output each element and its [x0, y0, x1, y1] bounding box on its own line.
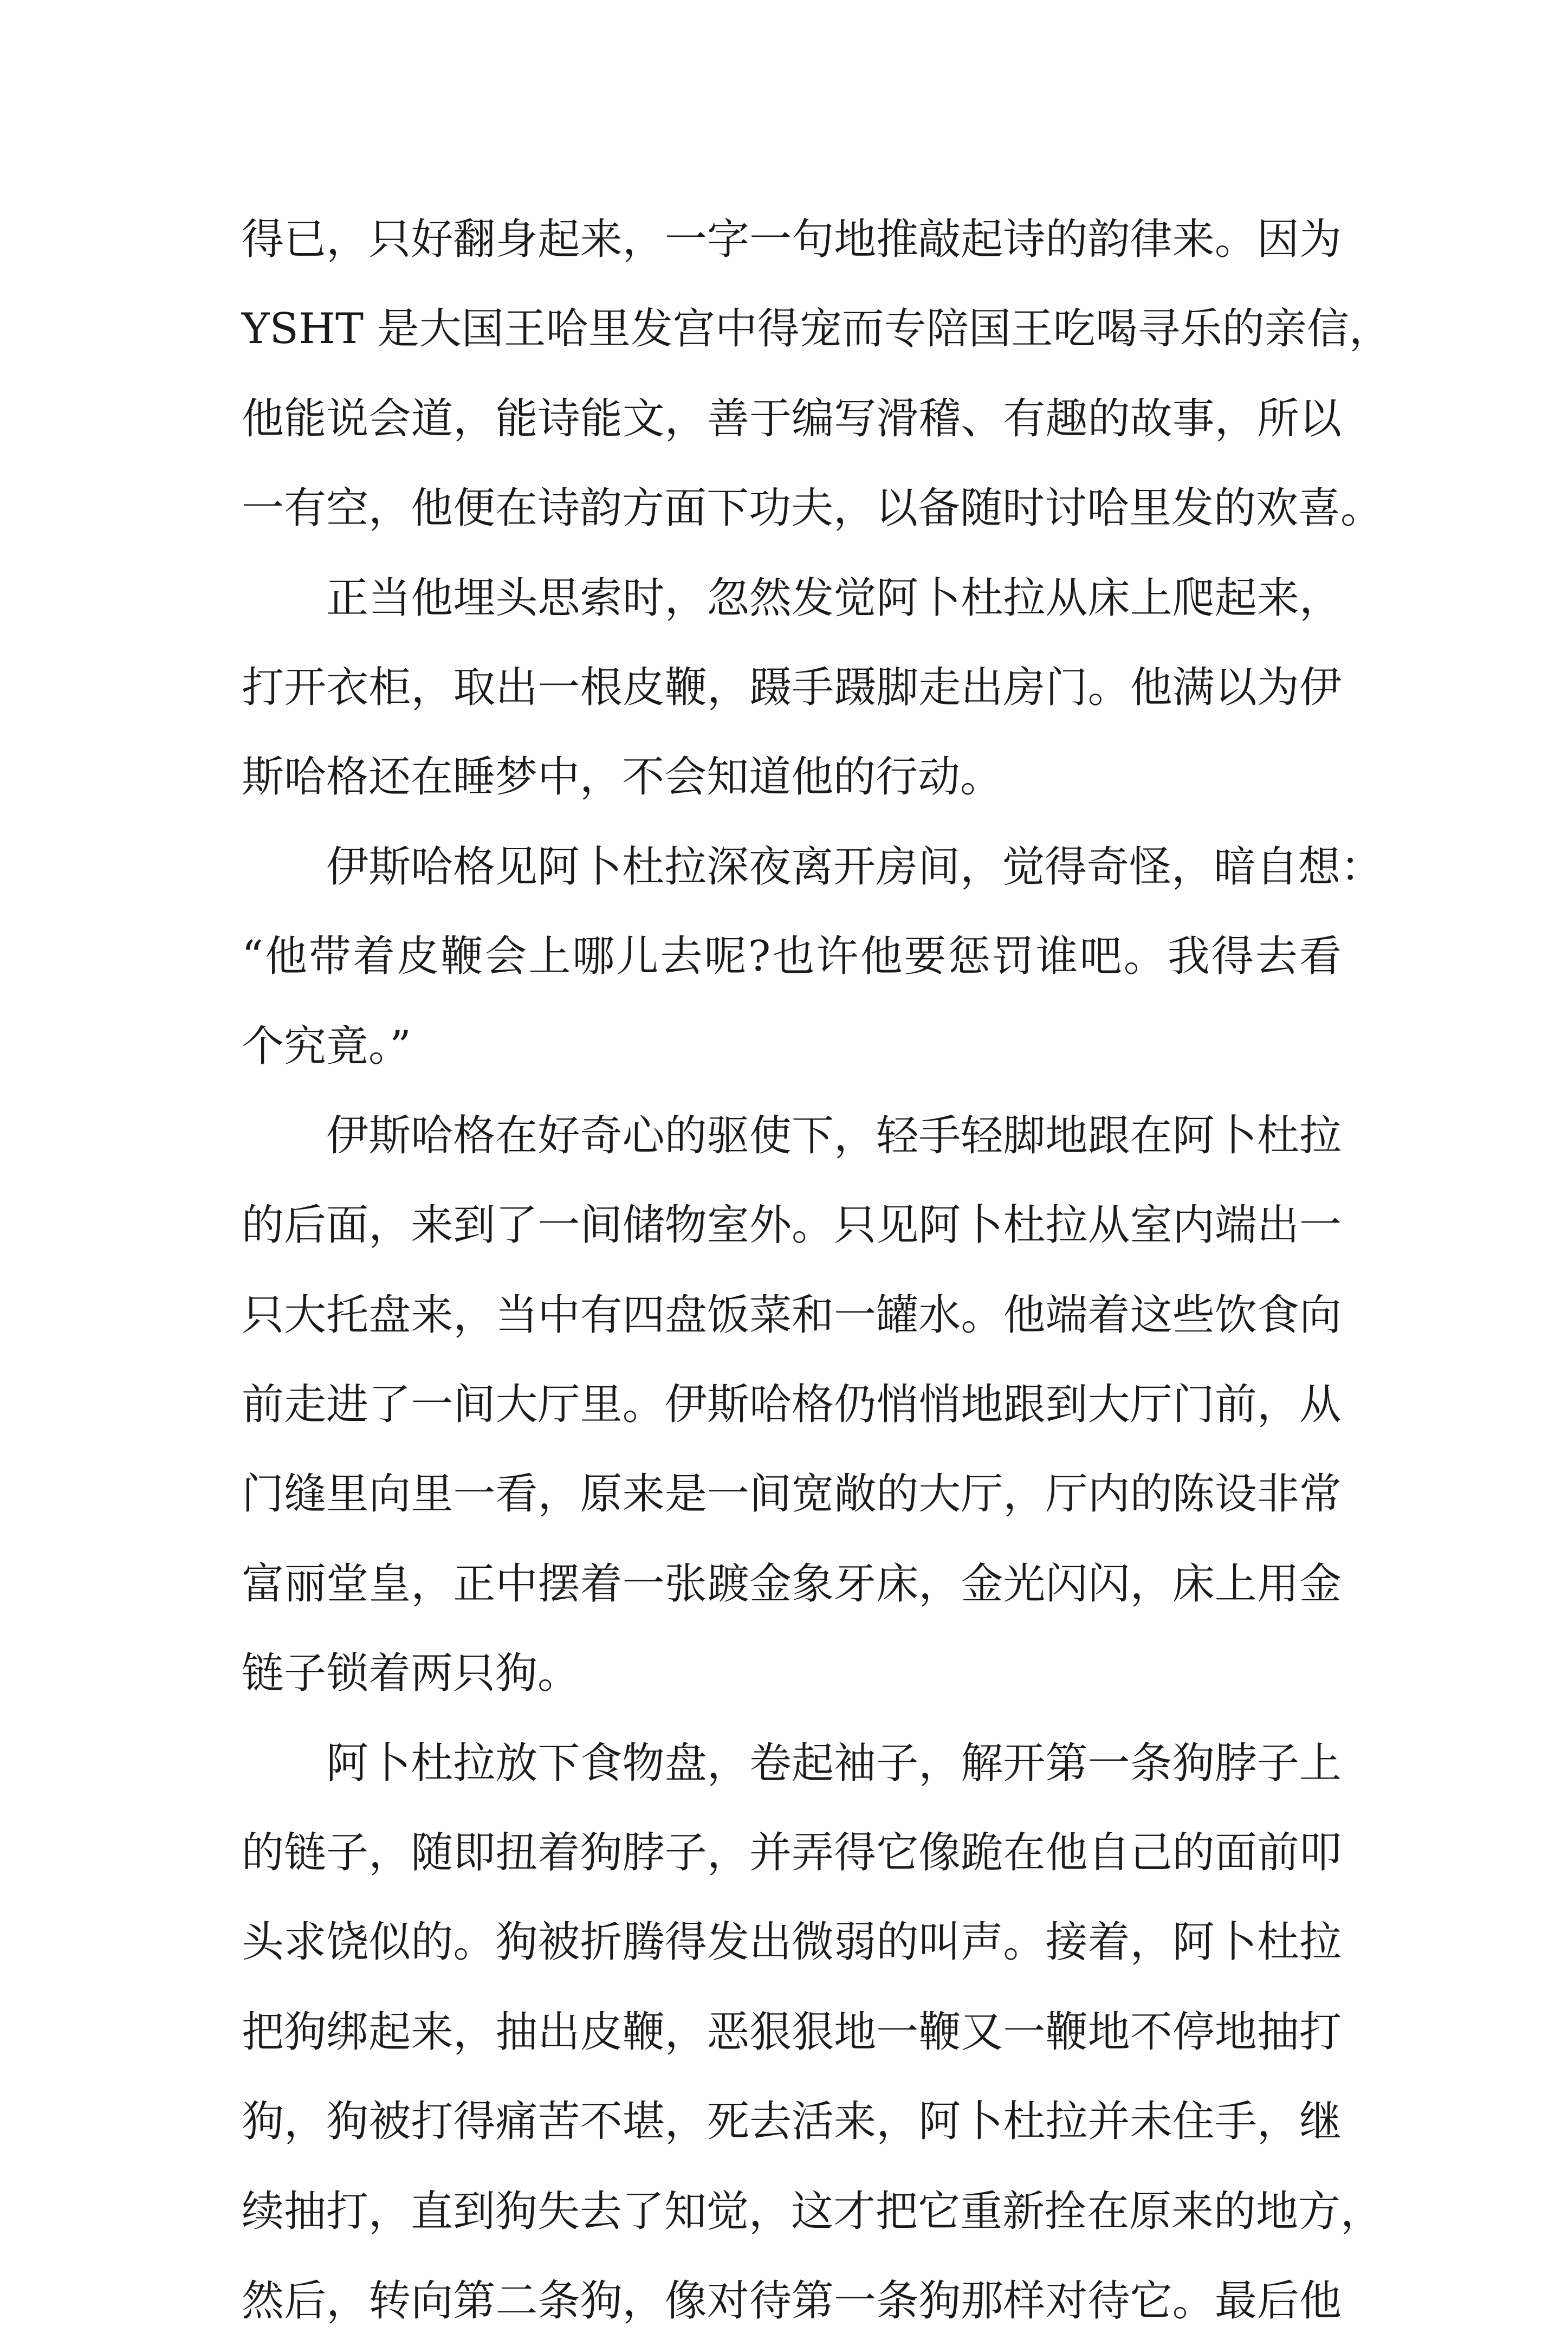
text-line: 得已，只好翻身起来，一字一句地推敲起诗的韵律来。因为: [242, 215, 1342, 264]
text-line: 一有空，他便在诗韵方面下功夫，以备随时讨哈里发的欢喜。: [242, 484, 1383, 533]
paragraph-first-line: 正当他埋头思索时，忽然发觉阿卜杜拉从床上爬起来，: [326, 573, 1342, 623]
text-line: 前走进了一间大厅里。伊斯哈格仍悄悄地跟到大厅门前，从: [242, 1380, 1342, 1430]
text-line: 的链子，随即扭着狗脖子，并弄得它像跪在他自己的面前叩: [242, 1828, 1342, 1878]
text-line: 只大托盘来，当中有四盘饭菜和一罐水。他端着这些饮食向: [242, 1290, 1342, 1340]
paragraph-first-line: 伊斯哈格在好奇心的驱使下，轻手轻脚地跟在阿卜杜拉: [326, 1111, 1342, 1160]
text-line: 的后面，来到了一间储物室外。只见阿卜杜拉从室内端出一: [242, 1201, 1342, 1250]
paragraph-first-line: 阿卜杜拉放下食物盘，卷起袖子，解开第一条狗脖子上: [326, 1739, 1342, 1788]
text-line: YSHT 是大国王哈里发宫中得宠而专陪国王吃喝寻乐的亲信，: [242, 305, 1391, 354]
text-line: 头求饶似的。狗被折腾得发出微弱的叫声。接着，阿卜杜拉: [242, 1918, 1342, 1967]
text-line: 富丽堂皇，正中摆着一张踱金象牙床，金光闪闪，床上用金: [242, 1559, 1342, 1608]
paragraph-first-line: 伊斯哈格见阿卜杜拉深夜离开房间，觉得奇怪，暗自想：: [326, 842, 1383, 891]
text-line: 然后，转向第二条狗，像对待第一条狗那样对待它。最后他: [242, 2276, 1342, 2325]
text-line: 打开衣柜，取出一根皮鞭，蹑手蹑脚走出房门。他满以为伊: [242, 663, 1342, 712]
paragraph-last-line: 斯哈格还在睡梦中，不会知道他的行动。: [242, 753, 1003, 802]
text-line: “他带着皮鞭会上哪儿去呢?也许他要惩罚谁吧。我得去看: [242, 932, 1342, 981]
text-line: 狗，狗被打得痛苦不堪，死去活来，阿卜杜拉并未住手，继: [242, 2097, 1342, 2147]
text-line: 续抽打，直到狗失去了知觉，这才把它重新拴在原来的地方，: [242, 2187, 1383, 2236]
paragraph-last-line: 个究竟。”: [242, 1022, 411, 1071]
text-line: 门缝里向里一看，原来是一间宽敞的大厅，厅内的陈设非常: [242, 1470, 1342, 1519]
text-line: 把狗绑起来，抽出皮鞭，恶狠狠地一鞭又一鞭地不停地抽打: [242, 2007, 1342, 2057]
paragraph-last-line: 链子锁着两只狗。: [242, 1649, 580, 1698]
text-line: 他能说会道，能诗能文，善于编写滑稽、有趣的故事，所以: [242, 394, 1342, 443]
body-text: [242, 195, 1391, 2346]
